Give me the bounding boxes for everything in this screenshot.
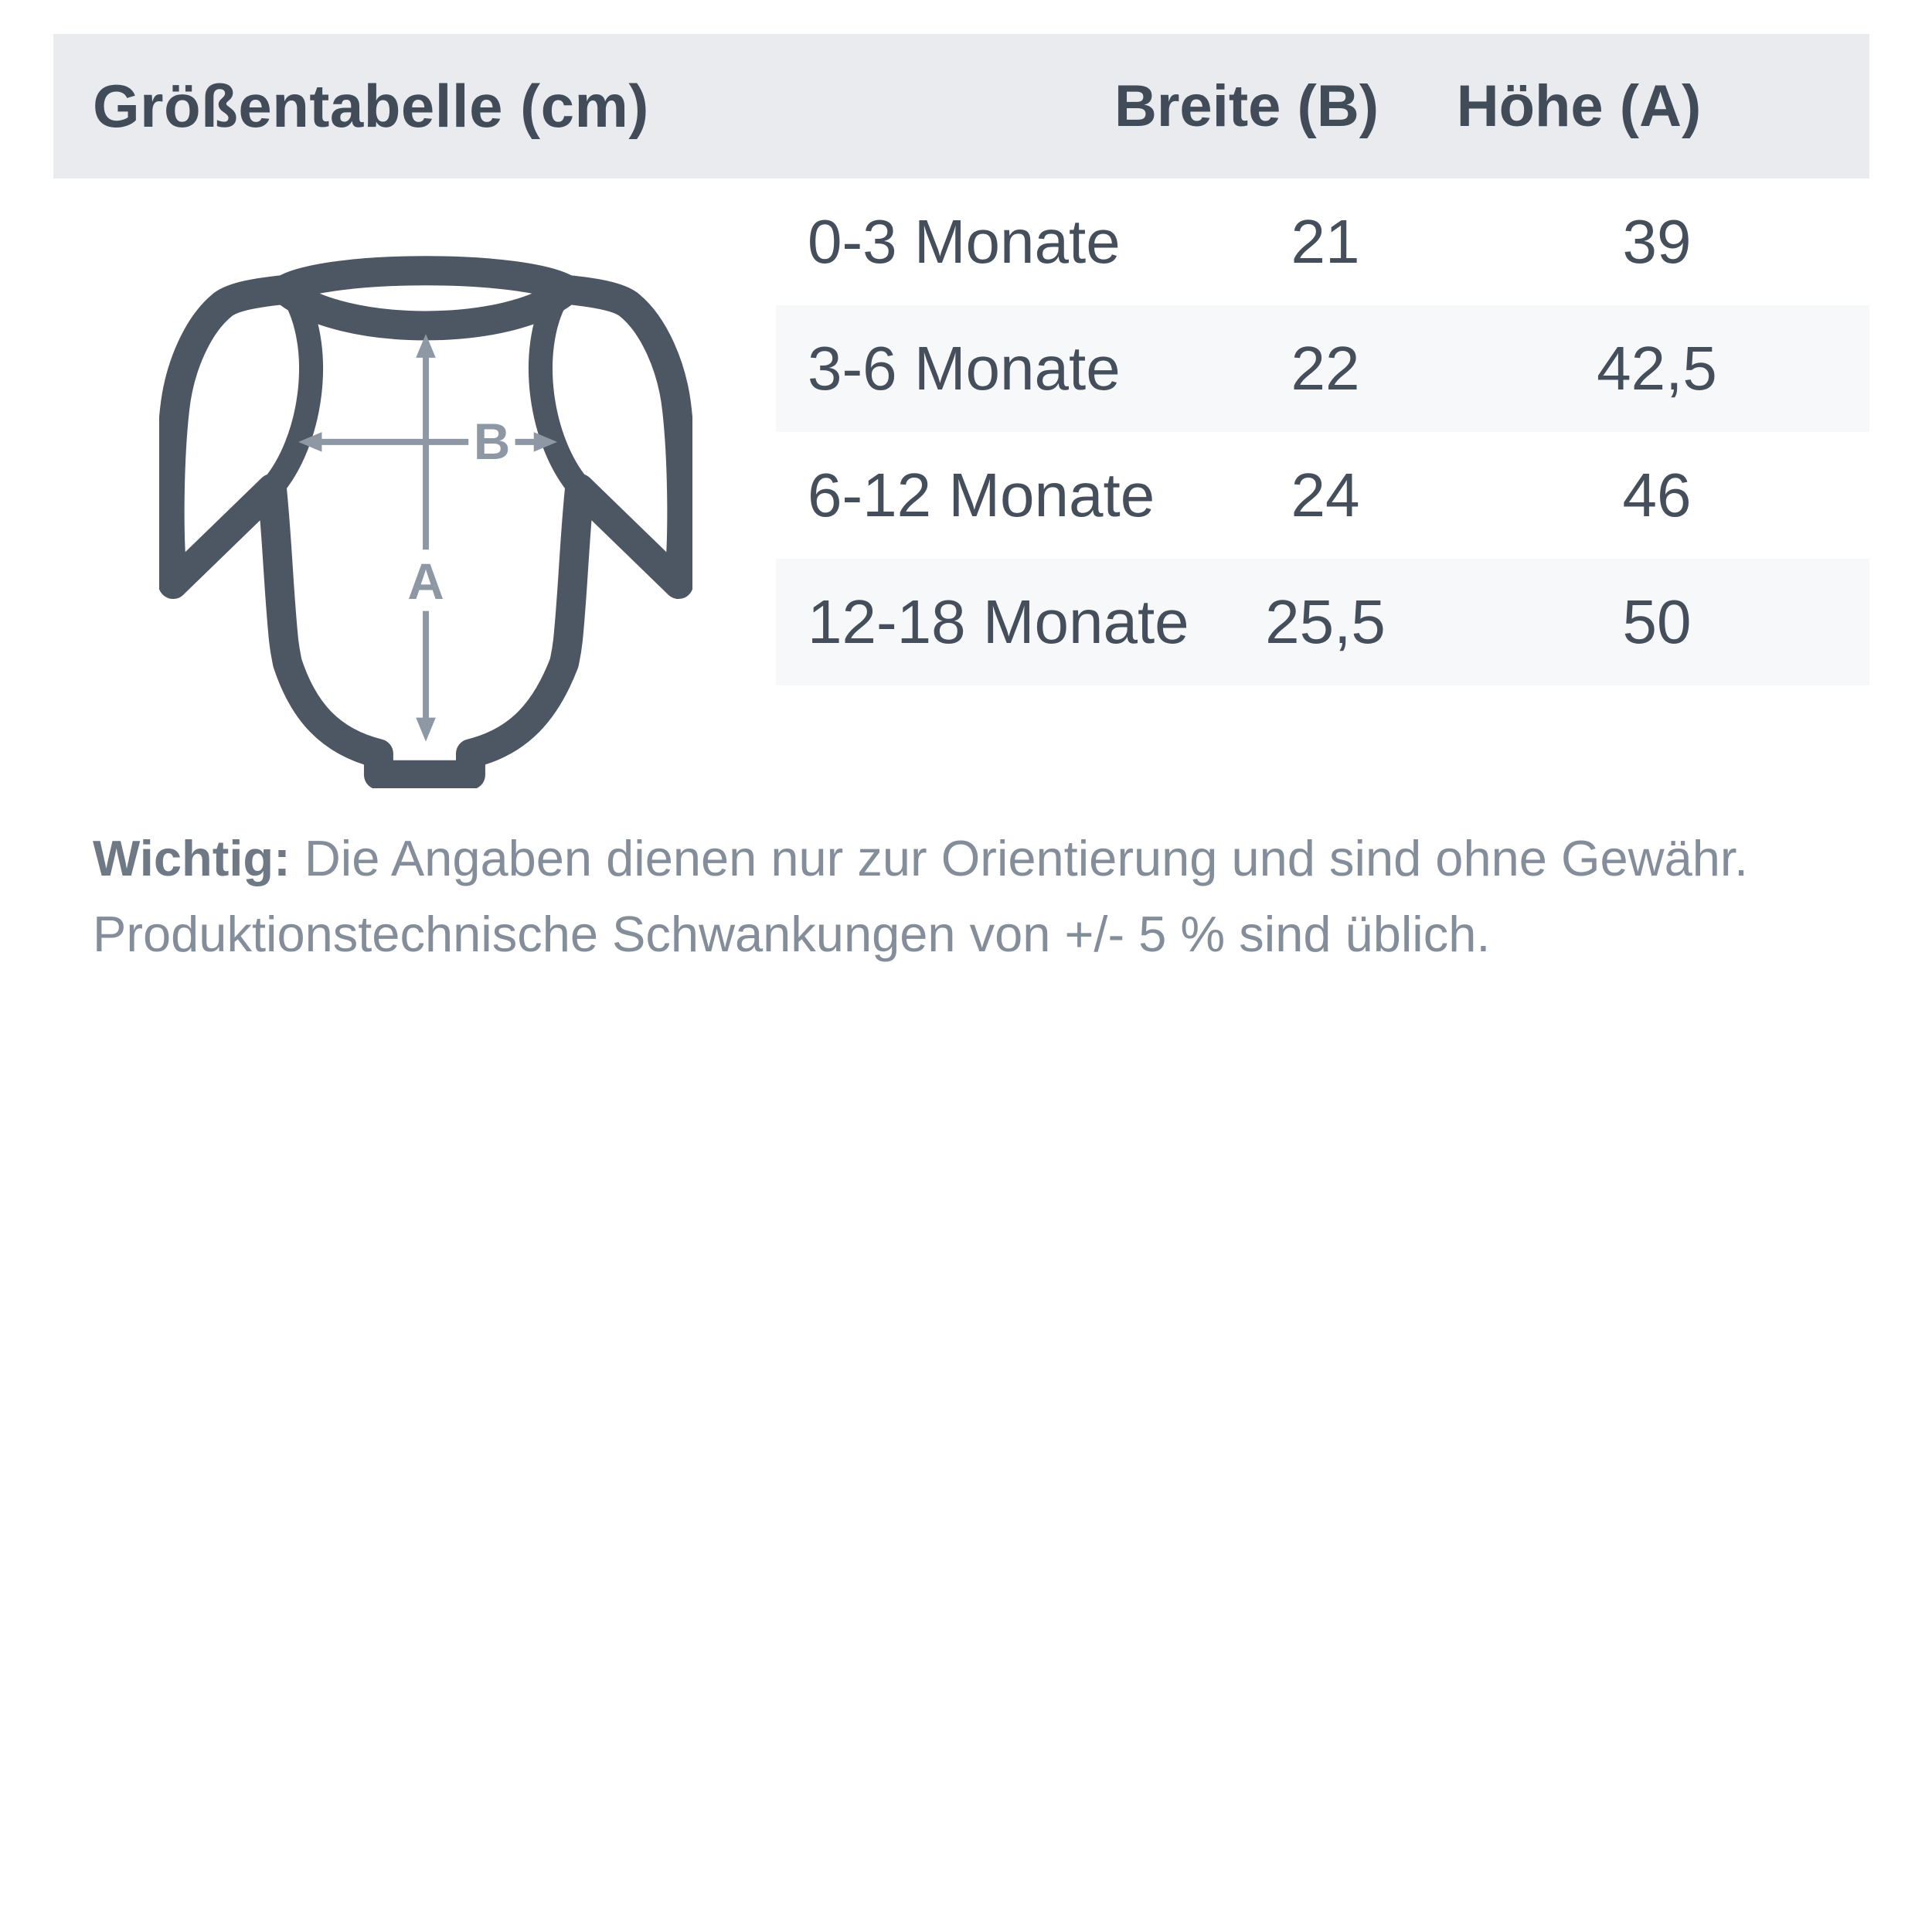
page-title: Größentabelle (cm) (93, 72, 649, 140)
height-value: 46 (1622, 461, 1692, 529)
width-value: 24 (1291, 461, 1360, 529)
disclaimer-line-1: Wichtig: Die Angaben dienen nur zur Orientierung und sind ohne Gewähr. (93, 830, 1749, 886)
size-label: 12-18 Monate (808, 587, 1189, 656)
height-label: A (407, 553, 444, 611)
disclaimer-line-2: Produktionstechnische Schwankungen von +/- 5 % sind üblich. (93, 906, 1491, 962)
height-value: 50 (1622, 587, 1692, 656)
size-label: 3-6 Monate (808, 334, 1121, 403)
column-header-height: Höhe (A) (1456, 73, 1702, 139)
width-value: 21 (1291, 207, 1360, 276)
width-label: B (473, 413, 511, 470)
width-value: 22 (1291, 334, 1360, 403)
table-header-row (53, 34, 1869, 179)
height-value: 42,5 (1597, 334, 1717, 403)
baby-bodysuit-diagram-icon (159, 255, 692, 788)
height-arrow-icon (407, 334, 444, 742)
size-label: 6-12 Monate (808, 461, 1155, 529)
column-header-width: Breite (B) (1114, 73, 1379, 139)
size-label: 0-3 Monate (808, 207, 1121, 276)
disclaimer-label: Wichtig: (93, 830, 291, 886)
disclaimer-note (93, 821, 1855, 972)
height-value: 39 (1622, 207, 1692, 276)
width-value: 25,5 (1265, 587, 1386, 656)
